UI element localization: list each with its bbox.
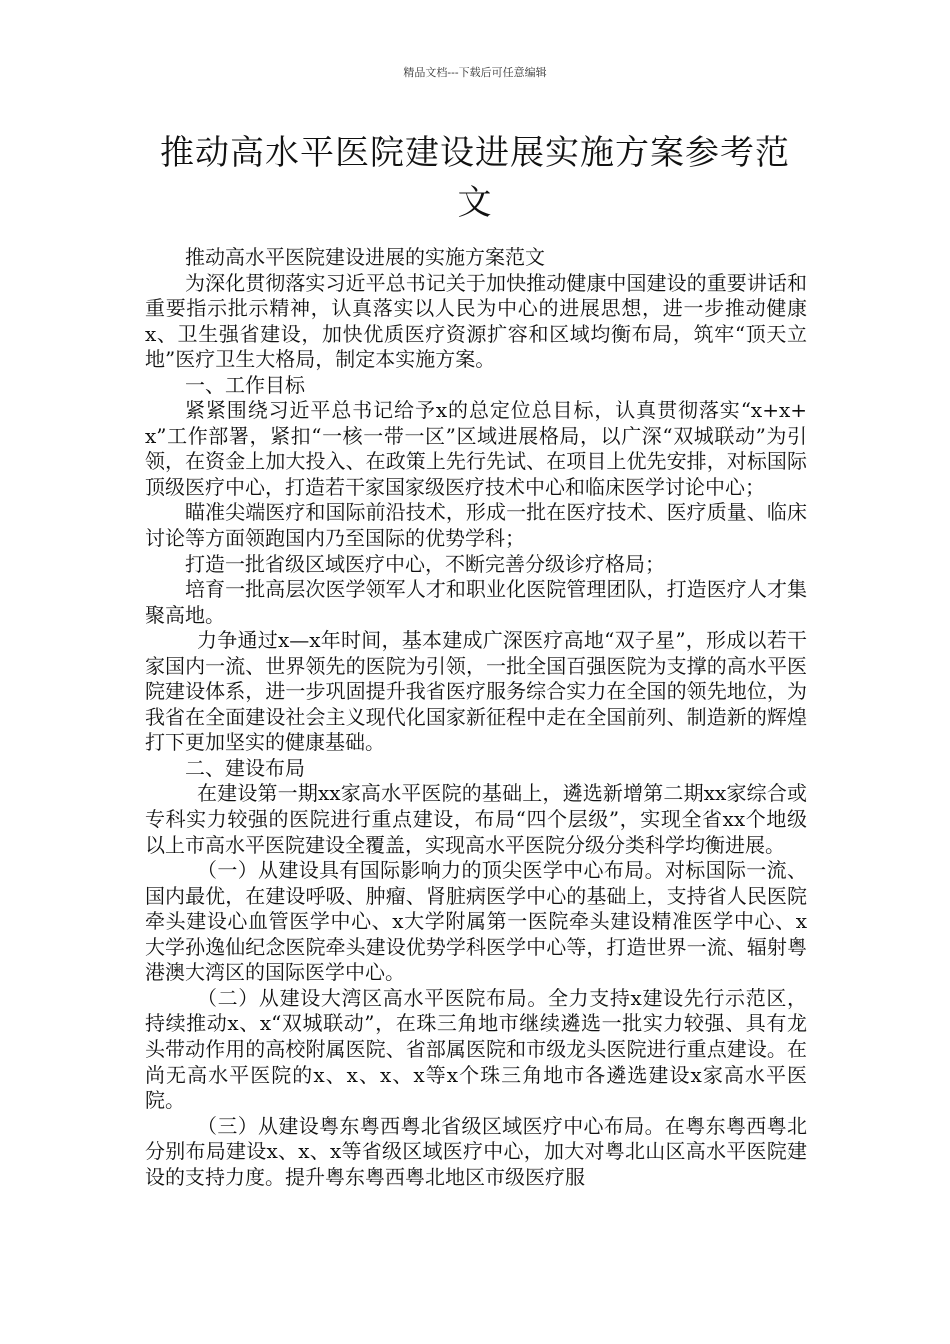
paragraph-layout-2: （二）从建设大湾区高水平医院布局。全力支持x建设先行示范区，持续推动x、x“双城联动”，在珠三角地市继续遴选一批实力较强、具有龙头带动作用的高校附属医院、省部属医院和市级龙头医院进行重点建设。在尚无高水平医院的x、x、x、x等x个珠三角地市各遴选建设x家高水平医院。 xyxy=(145,985,807,1113)
document-title: 推动高水平医院建设进展实施方案参考范文 xyxy=(160,133,790,223)
paragraph-goal-1: 紧紧围绕习近平总书记给予x的总定位总目标，认真贯彻落实“x+x+x”工作部署，紧扣“一核一带一区”区域进展格局，以广深“双城联动”为引领，在资金上加大投入、在政策上先行先试、在项目上优先安排，对标国际顶级医疗中心，打造若干家国家级医疗技术中心和临床医学讨论中心； xyxy=(145,398,807,499)
section-heading-goals: 一、工作目标 xyxy=(185,372,305,397)
paragraph-goal-3: 打造一批省级区域医疗中心，不断完善分级诊疗格局； xyxy=(185,551,665,576)
paragraph-layout-3: （三）从建设粤东粤西粤北省级区域医疗中心布局。在粤东粤西粤北分别布局建设x、x、x等省级区域医疗中心，加大对粤北山区高水平医院建设的支持力度。提升粤东粤西粤北地区市级医疗服 xyxy=(145,1113,807,1189)
paragraph-subtitle: 推动高水平医院建设进展的实施方案范文 xyxy=(185,245,545,269)
paragraph-layout-intro: 在建设第一期xx家高水平医院的基础上，遴选新增第二期xx家综合或专科实力较强的医院进行重点建设，布局“四个层级”，实现全省xx个地级以上市高水平医院建设全覆盖，实现高水平医院分级分类科学均衡进展。 xyxy=(145,781,807,857)
paragraph-layout-1: （一）从建设具有国际影响力的顶尖医学中心布局。对标国际一流、国内最优，在建设呼吸、肿瘤、肾脏病医学中心的基础上，支持省人民医院牵头建设心血管医学中心、x大学附属第一医院牵头建设精准医学中心、x大学孙逸仙纪念医院牵头建设优势学科医学中心等，打造世界一流、辐射粤港澳大湾区的国际医学中心。 xyxy=(145,858,807,985)
paragraph-intro: 为深化贯彻落实习近平总书记关于加快推动健康中国建设的重要讲话和重要指示批示精神，认真落实以人民为中心的进展思想，进一步推动健康x、卫生强省建设，加快优质医疗资源扩容和区域均衡布局，筑牢“顶天立地”医疗卫生大格局，制定本实施方案。 xyxy=(145,270,807,372)
paragraph-goal-4: 培育一批高层次医学领军人才和职业化医院管理团队，打造医疗人才集聚高地。 xyxy=(145,577,807,627)
paragraph-goal-2: 瞄准尖端医疗和国际前沿技术，形成一批在医疗技术、医疗质量、临床讨论等方面领跑国内乃至国际的优势学科； xyxy=(145,500,807,551)
section-heading-layout: 二、建设布局 xyxy=(185,755,305,780)
header-note: 精品文档---下载后可任意编辑 xyxy=(403,66,547,79)
paragraph-goal-summary: 力争通过x—x年时间，基本建成广深医疗高地“双子星”，形成以若干家国内一流、世界领先的医院为引领，一批全国百强医院为支撑的高水平医院建设体系，进一步巩固提升我省医疗服务综合实力在全国的领先地位，为我省在全面建设社会主义现代化国家新征程中走在全国前列、制造新的辉煌打下更加坚实的健康基础。 xyxy=(145,628,807,755)
document-body xyxy=(145,245,807,1190)
